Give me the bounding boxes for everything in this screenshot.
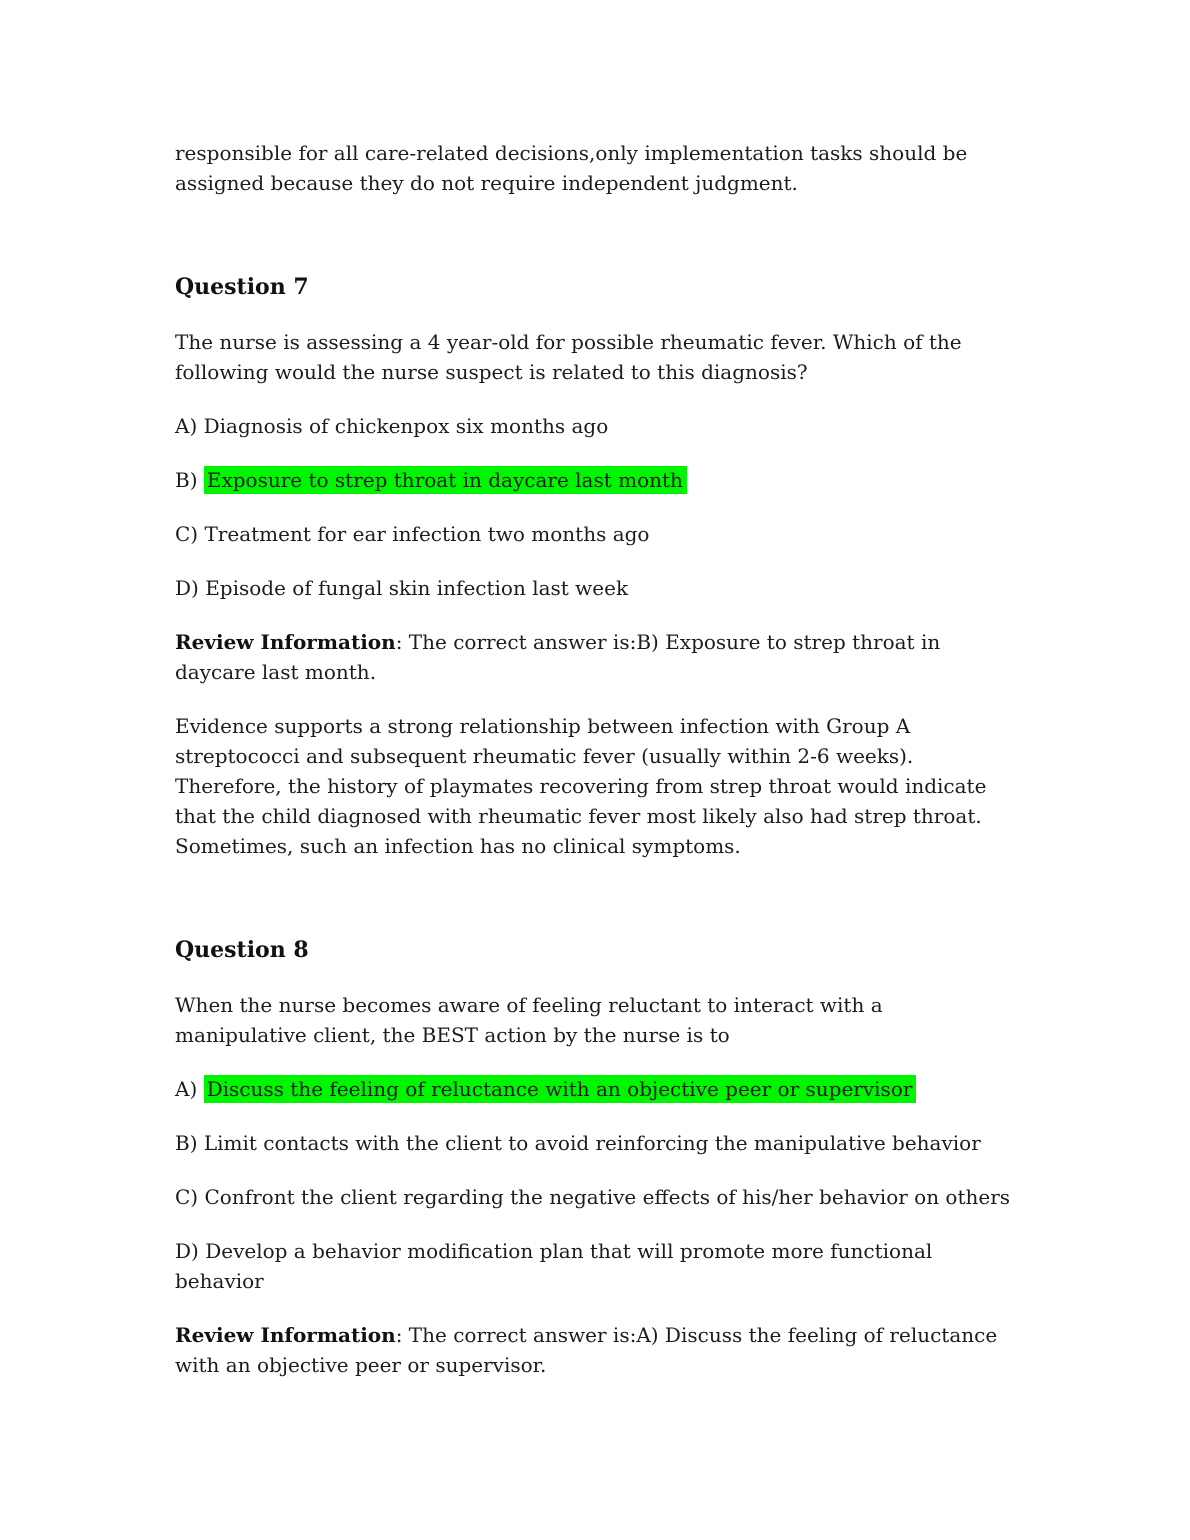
question-8-option-c xyxy=(175,1182,1018,1212)
question-7-option-d xyxy=(175,573,1018,603)
option-text: Limit contacts with the client to avoid reinforcing the manipulative behavior xyxy=(203,1131,981,1155)
question-7-prompt: The nurse is assessing a 4 year-old for possible rheumatic fever. Which of the following would the nurse suspect is related to this diagnosis? xyxy=(175,330,962,384)
intro-paragraph: responsible for all care-related decisions,only implementation tasks should be assigned because they do not require independent judgment. xyxy=(175,141,968,195)
option-text: Treatment for ear infection two months ago xyxy=(204,522,650,546)
option-text-highlighted: Discuss the feeling of reluctance with an objective peer or supervisor xyxy=(204,1075,917,1103)
question-8-heading: Question 8 xyxy=(175,937,309,963)
question-8-option-a xyxy=(175,1074,1018,1104)
question-7-explanation: Evidence supports a strong relationship between infection with Group A streptococci and subsequent rheumatic fever (usually within 2-6 weeks). Therefore, the history of playmates recovering from strep throat would indicate that the child diagnosed with rheumatic fever most likely also had strep throat. Sometimes, such an infection has no clinical symptoms. xyxy=(175,714,987,858)
question-7-option-a xyxy=(175,411,1018,441)
option-letter: B) xyxy=(175,468,198,492)
question-7-option-c xyxy=(175,519,1018,549)
question-7-review xyxy=(175,627,1018,687)
review-label: Review Information xyxy=(175,1323,396,1347)
option-letter: D) xyxy=(175,576,199,600)
option-letter: A) xyxy=(175,1077,198,1101)
option-text: Diagnosis of chickenpox six months ago xyxy=(203,414,609,438)
option-letter: C) xyxy=(175,1185,199,1209)
option-letter: B) xyxy=(175,1131,198,1155)
option-letter: C) xyxy=(175,522,199,546)
option-letter: D) xyxy=(175,1239,199,1263)
review-text: : The correct answer is:B) Exposure to strep throat in daycare last month. xyxy=(175,630,941,684)
review-text: : The correct answer is:A) Discuss the feeling of reluctance with an objective peer or supervisor. xyxy=(175,1323,998,1377)
question-7-option-b xyxy=(175,465,1018,495)
review-label: Review Information xyxy=(175,630,396,654)
option-letter: A) xyxy=(175,414,198,438)
option-text: Develop a behavior modification plan that will promote more functional behavior xyxy=(175,1239,933,1293)
option-text: Confront the client regarding the negative effects of his/her behavior on others xyxy=(204,1185,1011,1209)
question-8-review xyxy=(175,1320,1018,1380)
question-8-option-b xyxy=(175,1128,1018,1158)
option-text-highlighted: Exposure to strep throat in daycare last month xyxy=(204,466,687,494)
question-8-option-d xyxy=(175,1236,1018,1296)
option-text: Episode of fungal skin infection last week xyxy=(205,576,629,600)
question-7-heading: Question 7 xyxy=(175,274,309,300)
question-8-prompt: When the nurse becomes aware of feeling reluctant to interact with a manipulative client, the BEST action by the nurse is to xyxy=(175,993,883,1047)
